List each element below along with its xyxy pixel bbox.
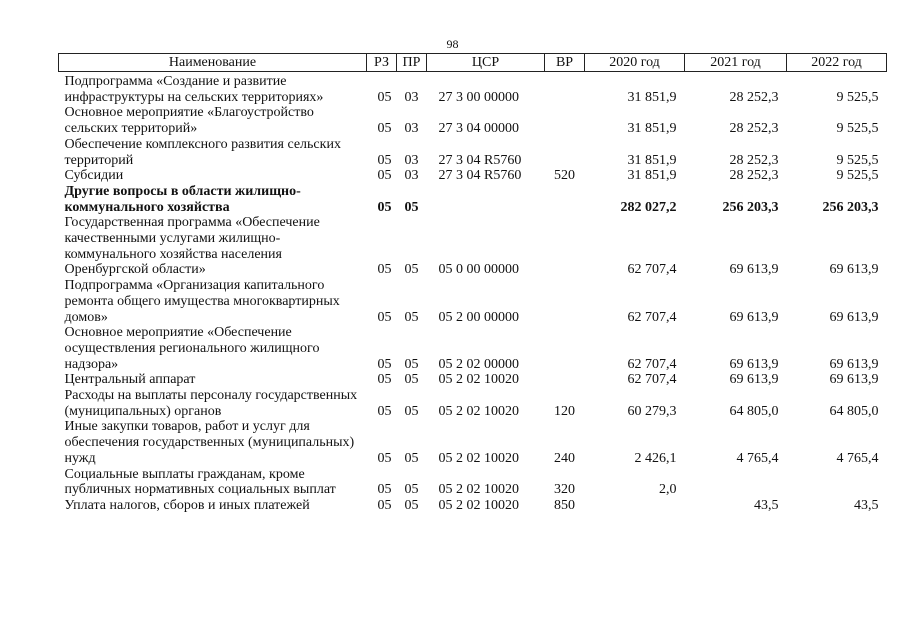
cell-name: Подпрограмма «Создание и развитие инфраструктуры на сельских территориях»	[64, 74, 324, 105]
cell-vr	[545, 372, 585, 388]
cell-name: Подпрограмма «Организация капитального ремонта общего имущества многоквартирных домов»	[64, 278, 340, 325]
cell-2021: 69 613,9	[729, 372, 779, 388]
cell-name: Основное мероприятие «Благоустройство сельских территорий»	[64, 105, 314, 137]
cell-2020: 31 851,9	[627, 121, 677, 137]
cell-vr	[545, 137, 585, 168]
cell-pr: 05	[404, 262, 419, 278]
cell-2022: 9 525,5	[836, 121, 879, 137]
cell-2020: 2,0	[659, 482, 677, 498]
header-year-2022: 2022 год	[787, 54, 887, 72]
cell-vr	[545, 105, 585, 136]
cell-pr: 03	[404, 152, 419, 168]
cell-csr	[427, 184, 545, 215]
table-row	[59, 419, 887, 466]
cell-pr: 05	[404, 199, 419, 215]
cell-2022: 9 525,5	[836, 89, 879, 105]
cell-2020: 31 851,9	[627, 152, 677, 168]
cell-rz: 05	[377, 152, 392, 168]
cell-2020: 62 707,4	[627, 309, 677, 325]
cell-2021	[685, 467, 787, 498]
cell-name: Другие вопросы в области жилищно-коммунального хозяйства	[64, 183, 301, 215]
cell-rz: 05	[377, 262, 392, 278]
cell-2020: 31 851,9	[627, 168, 677, 184]
cell-2020: 62 707,4	[627, 372, 677, 388]
table-row	[59, 372, 887, 388]
cell-csr: 27 3 00 00000	[438, 89, 519, 105]
cell-vr	[545, 72, 585, 106]
cell-rz: 05	[377, 356, 392, 372]
cell-rz: 05	[377, 168, 392, 184]
cell-2021: 64 805,0	[729, 403, 779, 419]
cell-rz: 05	[377, 309, 392, 325]
cell-rz: 05	[377, 497, 392, 513]
cell-vr: 320	[554, 482, 575, 498]
cell-2021: 43,5	[754, 497, 779, 513]
cell-csr: 27 3 04 00000	[438, 121, 519, 137]
cell-pr: 05	[404, 356, 419, 372]
cell-vr: 850	[554, 497, 575, 513]
cell-2020: 282 027,2	[620, 199, 677, 215]
table-row	[59, 215, 887, 278]
cell-2021: 69 613,9	[729, 356, 779, 372]
cell-2022: 9 525,5	[836, 152, 879, 168]
cell-pr: 05	[404, 482, 419, 498]
cell-vr	[545, 278, 585, 325]
cell-2020: 62 707,4	[627, 356, 677, 372]
cell-2022: 69 613,9	[829, 309, 879, 325]
cell-2022: 64 805,0	[829, 403, 879, 419]
cell-pr: 05	[404, 309, 419, 325]
cell-pr: 03	[404, 168, 419, 184]
cell-vr	[545, 215, 585, 278]
cell-2022: 43,5	[854, 497, 879, 513]
table-row	[59, 168, 887, 184]
cell-2020: 31 851,9	[627, 89, 677, 105]
cell-csr: 05 2 02 10020	[438, 372, 519, 388]
cell-pr: 05	[404, 372, 419, 388]
cell-2020: 2 426,1	[634, 450, 677, 466]
table-row	[59, 388, 887, 419]
cell-2022: 69 613,9	[829, 356, 879, 372]
cell-2022: 9 525,5	[836, 168, 879, 184]
table-row	[59, 105, 887, 136]
cell-2022: 69 613,9	[829, 262, 879, 278]
cell-name: Обеспечение комплексного развития сельских территорий	[64, 136, 341, 168]
cell-name: Социальные выплаты гражданам, кроме публичных нормативных социальных выплат	[64, 466, 336, 498]
header-name: Наименование	[59, 54, 367, 72]
cell-csr: 05 2 02 10020	[438, 482, 519, 498]
cell-name: Государственная программа «Обеспечение качественными услугами жилищно-коммунального хозяйства населения Оренбургской области»	[64, 215, 320, 278]
cell-csr: 05 2 02 10020	[438, 497, 519, 513]
table-row	[59, 498, 887, 514]
cell-csr: 27 3 04 R5760	[438, 152, 522, 168]
cell-2022: 4 765,4	[836, 450, 879, 466]
cell-pr: 05	[404, 403, 419, 419]
cell-2020: 60 279,3	[627, 403, 677, 419]
cell-2021: 28 252,3	[729, 168, 779, 184]
cell-name: Уплата налогов, сборов и иных платежей	[64, 497, 310, 513]
cell-pr: 05	[404, 497, 419, 513]
cell-2022: 256 203,3	[822, 199, 879, 215]
cell-rz: 05	[377, 482, 392, 498]
cell-name: Иные закупки товаров, работ и услуг для обеспечения государственных (муниципальных) нужд	[64, 419, 355, 466]
cell-csr: 05 0 00 00000	[438, 262, 519, 278]
cell-vr: 120	[554, 403, 575, 419]
cell-name: Субсидии	[64, 168, 124, 184]
header-year-2020: 2020 год	[585, 54, 685, 72]
budget-table	[58, 53, 887, 514]
header-pr: ПР	[397, 54, 427, 72]
cell-2021: 28 252,3	[729, 89, 779, 105]
cell-vr: 240	[554, 450, 575, 466]
header-rz: РЗ	[367, 54, 397, 72]
cell-name: Расходы на выплаты персоналу государственных (муниципальных) органов	[64, 388, 358, 419]
cell-csr: 05 2 02 10020	[438, 450, 519, 466]
cell-csr: 05 2 02 00000	[438, 356, 519, 372]
header-vr: ВР	[545, 54, 585, 72]
cell-pr: 03	[404, 121, 419, 137]
cell-2021: 4 765,4	[736, 450, 779, 466]
cell-2021: 69 613,9	[729, 309, 779, 325]
cell-vr: 520	[554, 168, 575, 184]
table-row	[59, 184, 887, 215]
cell-csr: 05 2 02 10020	[438, 403, 519, 419]
cell-pr: 05	[404, 450, 419, 466]
page-number: 98	[446, 37, 459, 51]
table-body	[59, 72, 887, 514]
cell-name: Основное мероприятие «Обеспечение осуществления регионального жилищного надзора»	[64, 325, 320, 372]
cell-2020	[585, 498, 685, 514]
table-row	[59, 467, 887, 498]
cell-rz: 05	[377, 121, 392, 137]
cell-rz: 05	[377, 372, 392, 388]
cell-2021: 28 252,3	[729, 121, 779, 137]
cell-2021: 69 613,9	[729, 262, 779, 278]
cell-2022: 69 613,9	[829, 372, 879, 388]
table-row	[59, 278, 887, 325]
cell-rz: 05	[377, 403, 392, 419]
cell-2022	[787, 467, 887, 498]
cell-2021: 256 203,3	[722, 199, 779, 215]
cell-2020: 62 707,4	[627, 262, 677, 278]
cell-2021: 28 252,3	[729, 152, 779, 168]
cell-vr	[545, 184, 585, 215]
cell-vr	[545, 325, 585, 372]
cell-rz: 05	[377, 199, 392, 215]
table-header-row	[59, 54, 887, 72]
table-row	[59, 137, 887, 168]
table-row	[59, 325, 887, 372]
cell-csr: 05 2 00 00000	[438, 309, 519, 325]
header-year-2021: 2021 год	[685, 54, 787, 72]
table-row	[59, 72, 887, 106]
cell-rz: 05	[377, 89, 392, 105]
cell-rz: 05	[377, 450, 392, 466]
cell-name: Центральный аппарат	[64, 372, 196, 388]
header-csr: ЦСР	[427, 54, 545, 72]
cell-csr: 27 3 04 R5760	[438, 168, 522, 184]
cell-pr: 03	[404, 89, 419, 105]
